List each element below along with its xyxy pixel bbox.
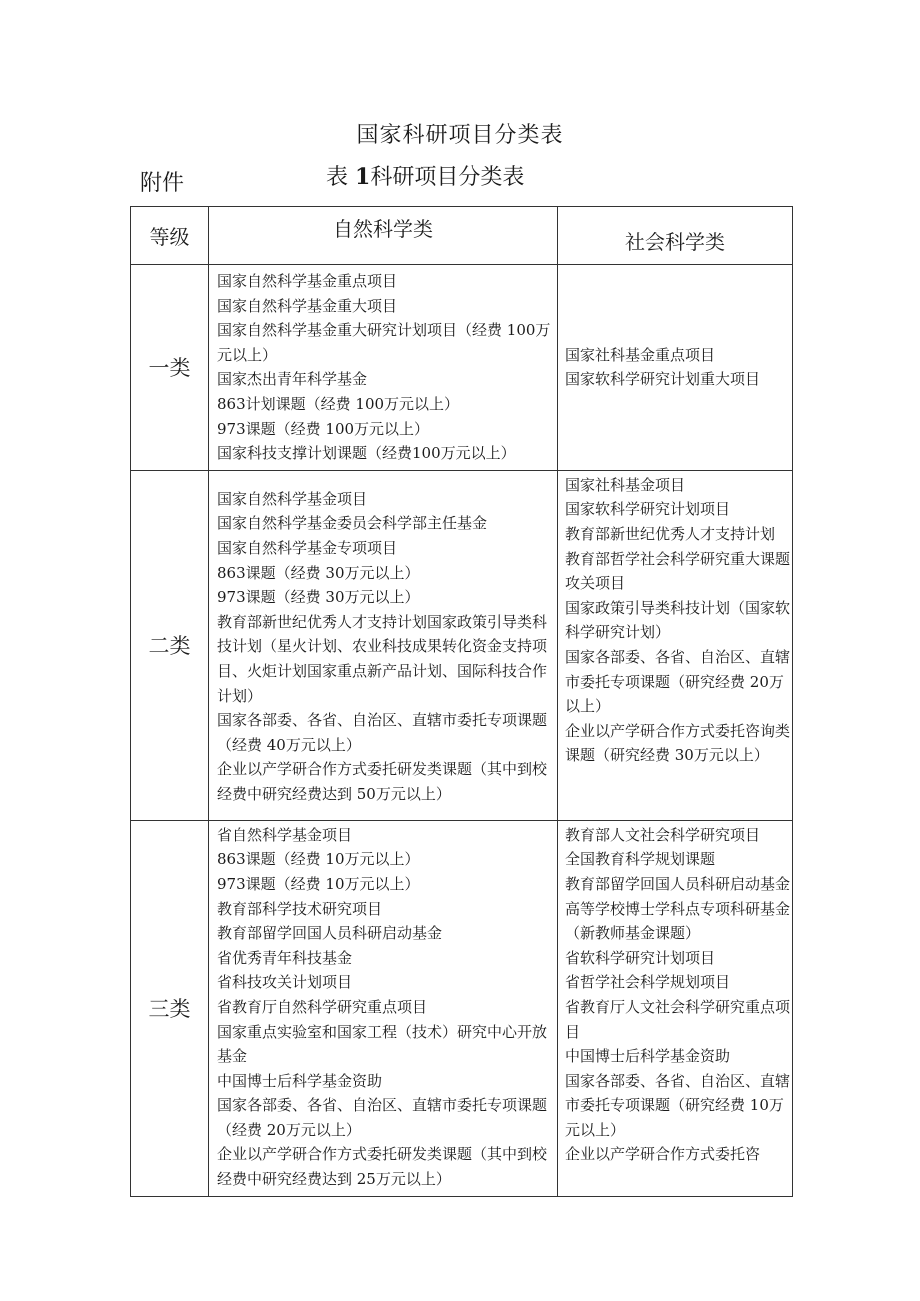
caption-text: 科研项目分类表: [370, 165, 525, 190]
list-item: 企业以产学研合作方式委托咨: [565, 1145, 761, 1164]
list-item: 省教育厅人文社会科学研究重点项目: [565, 997, 791, 1041]
table-caption: [326, 160, 524, 191]
header-grade: 等级: [131, 207, 209, 265]
natural-list: [217, 487, 557, 807]
natural-science-cell: [209, 470, 558, 820]
list-item: 国家自然科学基金项目: [217, 489, 368, 508]
grade-cell: 一类: [131, 265, 209, 471]
list-item: 国家自然科学基金重点项目: [217, 272, 398, 290]
list-item: 863计划课题（经费 100万元以上）: [217, 394, 460, 413]
caption-prefix: 表: [326, 165, 349, 190]
list-item: 973课题（经费 10万元以上）: [217, 874, 420, 893]
list-item: 教育部留学回国人员科研启动基金: [217, 924, 443, 943]
list-item: 教育部新世纪优秀人才支持计划国家政策引导类科技计划（星火计划、农业科技成果转化资金支持项目、火炬计划国家重点新产品计划、国际科技合作计划）: [217, 612, 548, 705]
list-item: 国家自然科学基金专项项目: [217, 538, 398, 557]
list-item: 国家社科基金重点项目: [565, 345, 716, 364]
list-item: 国家各部委、各省、自治区、直辖市委托专项课题（研究经费 10万元以上）: [565, 1071, 791, 1139]
list-item: 国家各部委、各省、自治区、直辖市委托专项课题（研究经费 20万以上）: [565, 647, 791, 716]
list-item: 教育部科学技术研究项目: [217, 899, 383, 918]
list-item: 教育部留学回国人员科研启动基金: [565, 874, 791, 893]
grade-cell: 二类: [131, 470, 209, 820]
project-classification-table: [130, 206, 793, 1197]
list-item: 全国教育科学规划课题: [565, 850, 716, 869]
list-item: 高等学校博士学科点专项科研基金（新教师基金课题）: [565, 899, 791, 943]
list-item: 省哲学社会科学规划项目: [565, 973, 731, 992]
list-item: 国家各部委、各省、自治区、直辖市委托专项课题（经费 20万元以上）: [217, 1096, 548, 1139]
list-item: 企业以产学研合作方式委托研发类课题（其中到校经费中研究经费达到 25万元以上）: [217, 1145, 548, 1189]
list-item: 国家自然科学基金委员会科学部主任基金: [217, 514, 488, 533]
document-title: 国家科研项目分类表: [356, 123, 564, 148]
list-item: 省软科学研究计划项目: [565, 948, 716, 967]
list-item: 省科技攻关计划项目: [217, 973, 353, 992]
social-list: [565, 343, 792, 392]
list-item: 国家重点实验室和国家工程（技术）研究中心开放基金: [217, 1022, 548, 1066]
list-item: 国家软科学研究计划项目: [565, 500, 731, 519]
attachment-label: 附件: [140, 171, 185, 196]
list-item: 国家杰出青年科学基金: [217, 370, 368, 389]
list-item: 国家软科学研究计划重大项目: [565, 370, 761, 389]
list-item: 国家自然科学基金重大项目: [217, 296, 398, 315]
natural-science-cell: [209, 265, 558, 471]
list-item: 省优秀青年科技基金: [217, 948, 353, 967]
social-list: [565, 473, 792, 768]
list-item: 国家自然科学基金重大研究计划项目（经费 100万元以上）: [217, 321, 551, 364]
table-row: [131, 820, 793, 1196]
natural-list: [217, 823, 557, 1192]
list-item: 国家科技支撑计划课题（经费100万元以上）: [217, 444, 516, 463]
social-list: [565, 823, 792, 1167]
social-science-cell: [558, 820, 793, 1196]
list-item: 中国博士后科学基金资助: [217, 1071, 383, 1090]
header-natural-science: 自然科学类: [209, 207, 558, 265]
list-item: 863课题（经费 30万元以上）: [217, 563, 420, 582]
grade-cell: 三类: [131, 820, 209, 1196]
list-item: 863课题（经费 10万元以上）: [217, 850, 420, 869]
list-item: 省自然科学基金项目: [217, 825, 353, 844]
caption-number: 1: [355, 164, 371, 190]
list-item: 省教育厅自然科学研究重点项目: [217, 997, 428, 1016]
list-item: 国家各部委、各省、自治区、直辖市委托专项课题（经费 40万元以上）: [217, 711, 548, 754]
table-row: [131, 470, 793, 820]
natural-list: [217, 269, 557, 466]
list-item: 973课题（经费 30万元以上）: [217, 588, 420, 607]
list-item: 973课题（经费 100万元以上）: [217, 419, 430, 438]
header-social-science: 社会科学类: [558, 207, 793, 265]
social-science-cell: [558, 470, 793, 820]
table-header-row: [131, 207, 793, 265]
natural-science-cell: [209, 820, 558, 1196]
list-item: 企业以产学研合作方式委托咨询类课题（研究经费 30万元以上）: [565, 721, 791, 765]
list-item: 国家社科基金项目: [565, 475, 686, 494]
list-item: 教育部新世纪优秀人才支持计划: [565, 524, 776, 543]
table-row: [131, 265, 793, 471]
social-science-cell: [558, 265, 793, 471]
list-item: 中国博士后科学基金资助: [565, 1047, 731, 1066]
list-item: 企业以产学研合作方式委托研发类课题（其中到校经费中研究经费达到 50万元以上）: [217, 760, 548, 803]
list-item: 国家政策引导类科技计划（国家软科学研究计划）: [565, 598, 791, 642]
list-item: 教育部哲学社会科学研究重大课题攻关项目: [565, 549, 791, 593]
list-item: 教育部人文社会科学研究项目: [565, 825, 761, 844]
